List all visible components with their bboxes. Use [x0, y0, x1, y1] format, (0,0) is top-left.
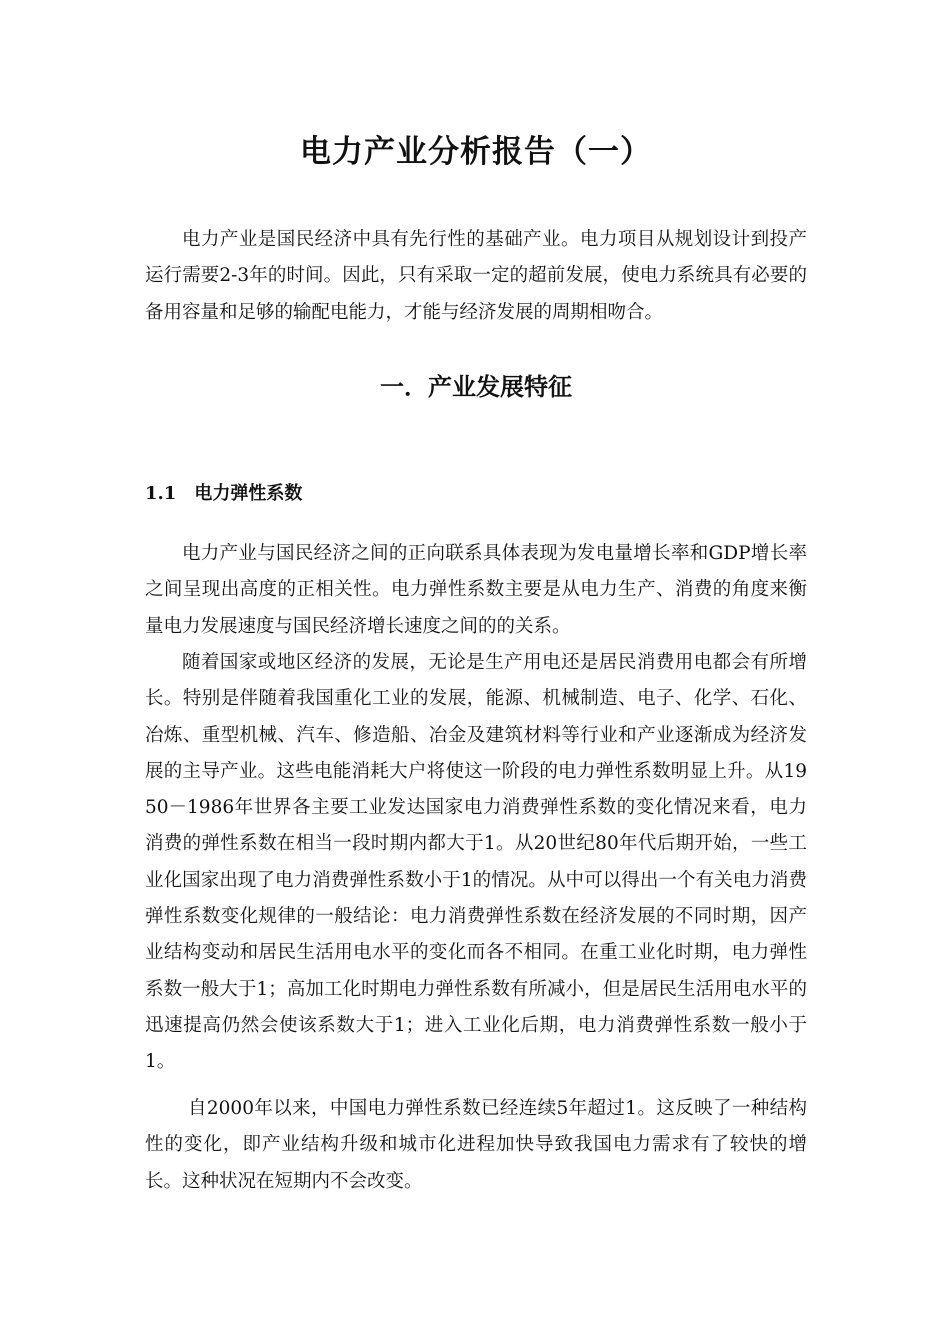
intro-paragraph: 电力产业是国民经济中具有先行性的基础产业。电力项目从规划设计到投产运行需要2-3年的时间。因此，只有采取一定的超前发展，使电力系统具有必要的备用容量和足够的输配电能力，才能与经济发展的周期相吻合。: [145, 229, 807, 323]
document-title: 电力产业分析报告（一）: [300, 134, 652, 170]
section-heading: 一．产业发展特征: [380, 373, 572, 401]
body-paragraph: 随着国家或地区经济的发展，无论是生产用电还是居民消费用电都会有所增长。特别是伴随着我国重化工业的发展，能源、机械制造、电子、化学、石化、冶炼、重型机械、汽车、修造船、冶金及建筑材料等行业和产业逐渐成为经济发展的主导产业。这些电能消耗大户将使这一阶段的电力弹性系数明显上升。从1950－1986年世界各主要工业发达国家电力消费弹性系数的变化情况来看，电力消费的弹性系数在相当一段时期内都大于1。从20世纪80年代后期开始，一些工业化国家出现了电力消费弹性系数小于1的情况。从中可以得出一个有关电力消费弹性系数变化规律的一般结论：电力消费弹性系数在经济发展的不同时期，因产业结构变动和居民生活用电水平的变化而各不相同。在重工业化时期，电力弹性系数一般大于1；高加工化时期电力弹性系数有所减小，但是居民生活用电水平的迅速提高仍然会使该系数大于1；进入工业化后期，电力消费弹性系数一般小于1。: [145, 652, 807, 1073]
subsection-number: 1.1: [145, 483, 177, 504]
body-paragraph: 自2000年以来，中国电力弹性系数已经连续5年超过1。这反映了一种结构性的变化，即产业结构升级和城市化进程加快导致我国电力需求有了较快的增长。这种状况在短期内不会改变。: [145, 1098, 807, 1192]
subsection-heading: [145, 478, 302, 510]
subsection-title: 电力弹性系数: [194, 483, 303, 504]
body-paragraph: 电力产业与国民经济之间的正向联系具体表现为发电量增长率和GDP增长率之间呈现出高度的正相关性。电力弹性系数主要是从电力生产、消费的角度来衡量电力发展速度与国民经济增长速度之间的的关系。: [145, 543, 807, 637]
